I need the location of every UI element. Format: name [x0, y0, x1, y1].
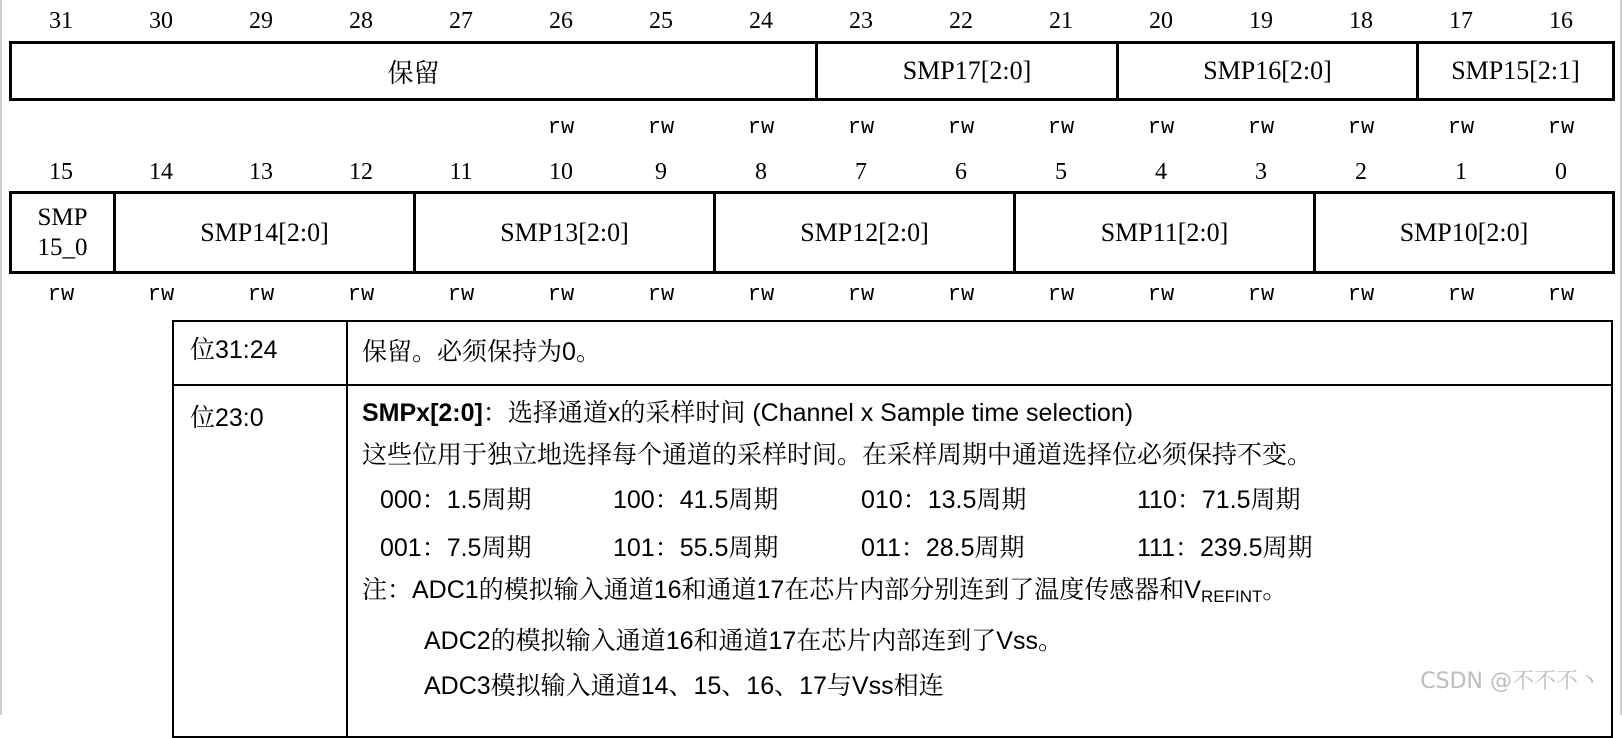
bit-number: 2 [1355, 159, 1367, 185]
note-text: 注：ADC1的模拟输入通道16和通道17在芯片内部分别连到了温度传感器和V [362, 576, 1201, 604]
note-line: ADC2的模拟输入通道16和通道17在芯片内部连到了Vss。 [424, 627, 1063, 655]
bit-number: 19 [1249, 8, 1273, 34]
access-label: rw [1547, 282, 1575, 307]
access-label: rw [1347, 115, 1375, 140]
code-item: 111：239.5周期 [1137, 534, 1313, 562]
access-label: rw [747, 282, 775, 307]
bits-cell: 位23:0 [173, 385, 347, 737]
bit-number: 6 [955, 159, 967, 185]
watermark: CSDN @不不不丶 [1420, 669, 1600, 694]
access-label: rw [347, 282, 375, 307]
access-label: rw [847, 115, 875, 140]
field-smp15-low-line2: 15_0 [37, 233, 88, 261]
code-item: 010：13.5周期 [861, 486, 1027, 514]
access-label: rw [547, 115, 575, 140]
access-label: rw [1347, 282, 1375, 307]
field-smp17: SMP17[2:0] [815, 44, 1116, 98]
bit-number: 14 [149, 159, 173, 185]
bit-number: 8 [755, 159, 767, 185]
bit-number: 30 [149, 8, 173, 34]
bit-number: 23 [849, 8, 873, 34]
bit-number: 31 [49, 8, 73, 34]
access-label: rw [1547, 115, 1575, 140]
code-item: 110：71.5周期 [1137, 486, 1301, 514]
access-label: rw [1047, 282, 1075, 307]
note-line [362, 568, 1611, 619]
bit-number: 22 [949, 8, 973, 34]
field-smp16: SMP16[2:0] [1116, 44, 1416, 98]
note-end: 。 [1262, 576, 1288, 604]
bottom-register-row [9, 191, 1615, 274]
bit-number: 18 [1349, 8, 1373, 34]
bit-number: 25 [649, 8, 673, 34]
field-title-rest: ：选择通道x的采样时间 (Channel x Sample time selection) [482, 399, 1134, 427]
bit-number: 20 [1149, 8, 1173, 34]
access-label: rw [1047, 115, 1075, 140]
access-label: rw [947, 115, 975, 140]
bit-number: 28 [349, 8, 373, 34]
bit-number: 1 [1455, 159, 1467, 185]
bit-number: 7 [855, 159, 867, 185]
bit-number: 16 [1549, 8, 1573, 34]
access-label: rw [1247, 282, 1275, 307]
access-label: rw [547, 282, 575, 307]
table-row [173, 321, 1612, 385]
bit-description-table [172, 320, 1613, 738]
access-label: rw [147, 282, 175, 307]
code-item: 011：28.5周期 [861, 534, 1025, 562]
bits-cell: 位31:24 [173, 321, 347, 385]
code-item: 000：1.5周期 [380, 486, 532, 514]
field-smp11: SMP11[2:0] [1013, 194, 1313, 271]
bit-number: 15 [49, 159, 73, 185]
field-name-bold: SMPx[2:0] [362, 399, 483, 427]
page-left-edge [0, 0, 2, 715]
code-item: 100：41.5周期 [613, 486, 779, 514]
access-label: rw [1447, 115, 1475, 140]
access-label: rw [447, 282, 475, 307]
access-label: rw [47, 282, 75, 307]
bit-number: 12 [349, 159, 373, 185]
access-label: rw [847, 282, 875, 307]
access-label: rw [947, 282, 975, 307]
field-title [362, 396, 1611, 430]
code-item: 001：7.5周期 [380, 534, 532, 562]
access-label: rw [247, 282, 275, 307]
field-description: 这些位用于独立地选择每个通道的采样时间。在采样周期中通道选择位必须保持不变。 [362, 441, 1313, 469]
access-label: rw [647, 282, 675, 307]
field-smp15-low-line1: SMP [37, 203, 88, 231]
bit-number: 3 [1255, 159, 1267, 185]
note-line: ADC3模拟输入通道14、15、16、17与Vss相连 [424, 672, 944, 700]
bit-number: 26 [549, 8, 573, 34]
bit-number: 21 [1049, 8, 1073, 34]
bit-number: 17 [1449, 8, 1473, 34]
field-smp14: SMP14[2:0] [113, 194, 413, 271]
access-label: rw [747, 115, 775, 140]
top-register-row [9, 41, 1615, 101]
field-reserved: 保留 [387, 58, 440, 88]
bit-number: 29 [249, 8, 273, 34]
field-smp10: SMP10[2:0] [1313, 194, 1612, 271]
bit-number: 24 [749, 8, 773, 34]
field-smp15-high: SMP15[2:1] [1416, 44, 1612, 98]
bit-number: 13 [249, 159, 273, 185]
access-label: rw [1147, 282, 1175, 307]
access-label: rw [1447, 282, 1475, 307]
access-label: rw [1147, 115, 1175, 140]
bit-number: 10 [549, 159, 573, 185]
bit-number: 0 [1555, 159, 1567, 185]
sample-time-codes [362, 482, 1611, 566]
field-smp15-low [12, 194, 113, 271]
code-item: 101：55.5周期 [613, 534, 779, 562]
bit-number: 4 [1155, 159, 1167, 185]
bit-number: 9 [655, 159, 667, 185]
access-label: rw [647, 115, 675, 140]
table-row [173, 385, 1612, 737]
description-cell: 保留。必须保持为0。 [347, 321, 1612, 385]
access-label: rw [1247, 115, 1275, 140]
bit-number: 27 [449, 8, 473, 34]
field-smp12: SMP12[2:0] [713, 194, 1013, 271]
bit-number: 5 [1055, 159, 1067, 185]
field-smp13: SMP13[2:0] [413, 194, 713, 271]
bit-number: 11 [449, 159, 473, 185]
note-subscript: REFINT [1200, 587, 1263, 606]
